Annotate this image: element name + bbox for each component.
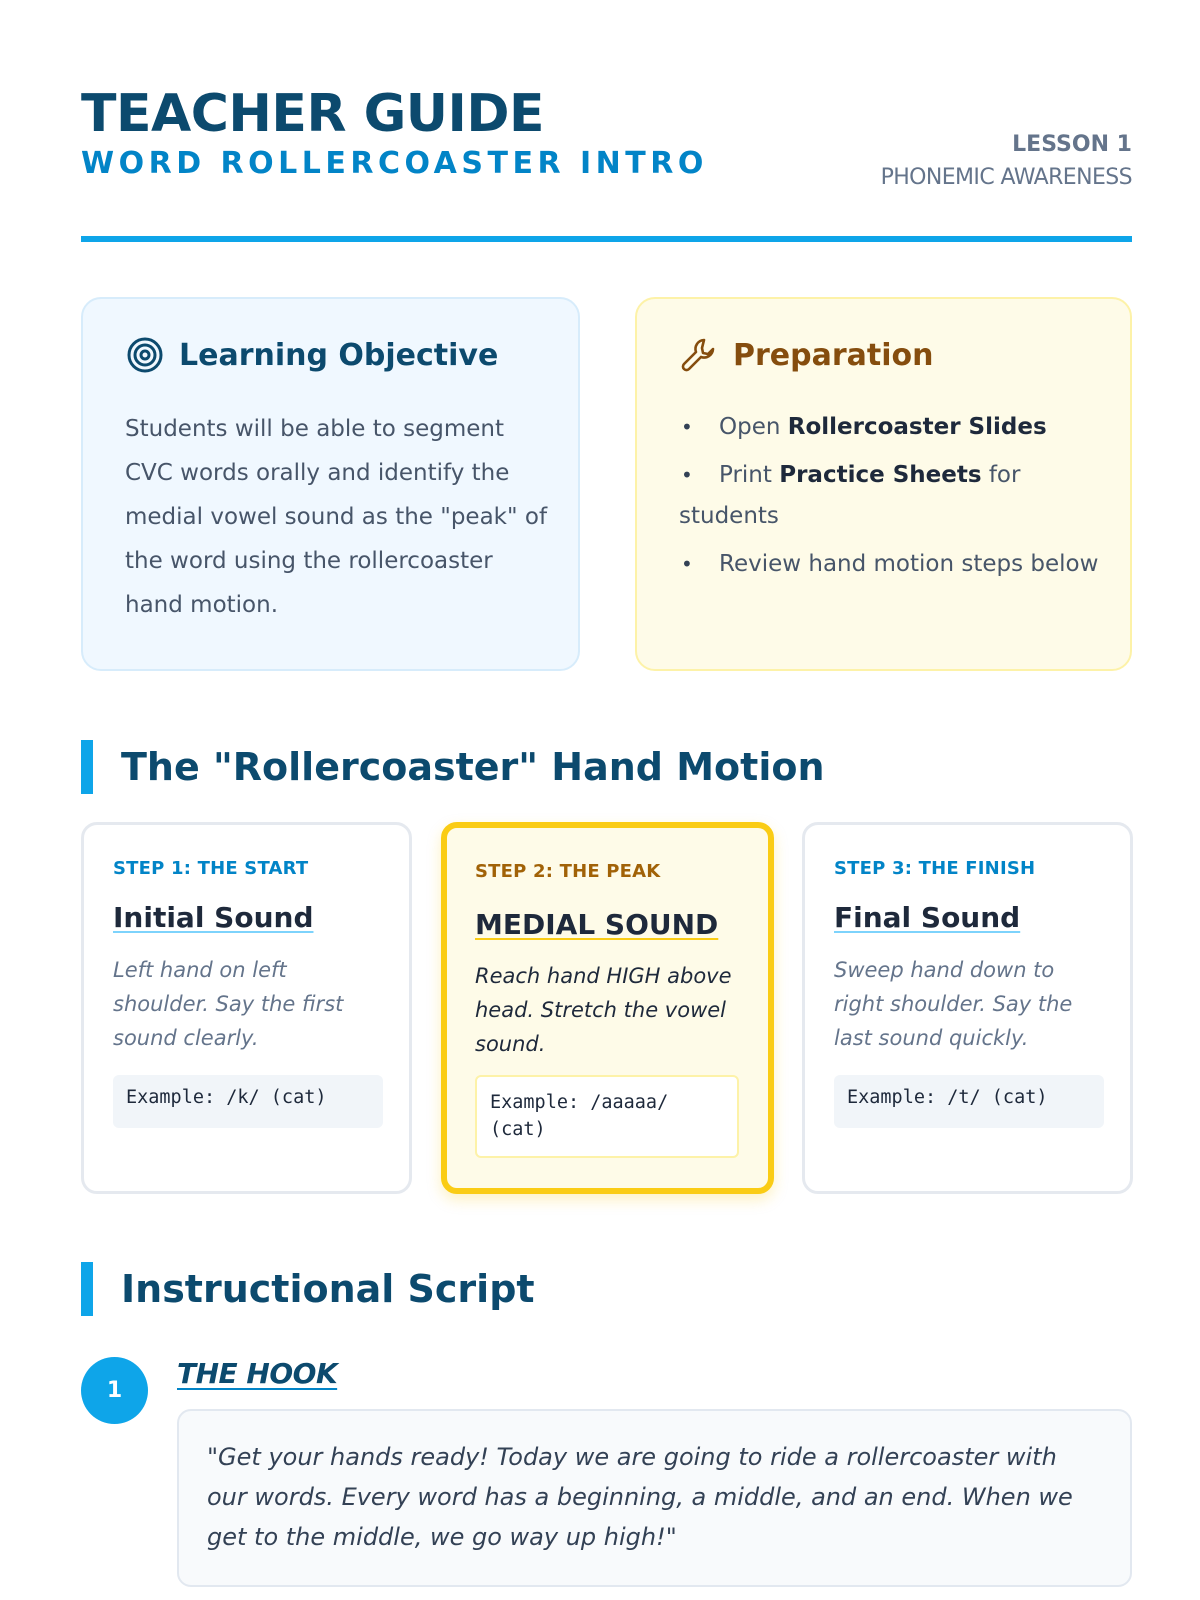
learning-objective-card	[81, 297, 580, 671]
header-divider	[81, 236, 1132, 242]
page-title: TEACHER GUIDE	[81, 84, 545, 144]
preparation-header	[679, 335, 933, 375]
target-icon	[125, 335, 165, 375]
lesson-meta	[881, 128, 1132, 194]
lesson-topic: PHONEMIC AWARENESS	[880, 165, 1132, 190]
step-number-badge: 1	[81, 1357, 148, 1424]
page-subtitle: WORD ROLLERCOASTER INTRO	[81, 146, 708, 181]
script-item-title: THE HOOK	[177, 1357, 338, 1390]
instructional-script-heading	[81, 1262, 535, 1316]
step-name: Initial Sound	[113, 901, 314, 934]
section-accent-bar	[81, 1262, 93, 1316]
step-card-peak	[441, 822, 774, 1194]
step-label: STEP 3: THE FINISH	[834, 858, 1036, 879]
step-description: Sweep hand down to right shoulder. Say the last sound quickly.	[834, 958, 1073, 1050]
preparation-list	[679, 407, 1099, 592]
hand-motion-title: The "Rollercoaster" Hand Motion	[121, 745, 825, 789]
learning-objective-title: Learning Objective	[179, 337, 499, 373]
step-example: Example: /k/ (cat)	[113, 1075, 383, 1128]
lesson-number: LESSON 1	[1012, 132, 1132, 157]
step-card-finish	[802, 822, 1133, 1194]
step-label: STEP 1: THE START	[113, 858, 309, 879]
preparation-card	[635, 297, 1132, 671]
step-example: Example: /aaaaa/ (cat)	[475, 1075, 739, 1158]
page-header	[81, 84, 1132, 244]
step-card-start	[81, 822, 412, 1194]
section-accent-bar	[81, 740, 93, 794]
list-item: • Review hand motion steps below	[679, 544, 1099, 585]
preparation-title: Preparation	[733, 337, 934, 373]
learning-objective-header	[125, 335, 498, 375]
learning-objective-text: Students will be able to segment CVC words orally and identify the medial vowel sound as the "peak" of the word using the rollercoaster hand motion.	[125, 416, 548, 618]
step-description: Reach hand HIGH above head. Stretch the vowel sound.	[475, 964, 732, 1056]
script-quote: "Get your hands ready! Today we are going to ride a rollercoaster with our words. Every word has a beginning, a middle, and an end. When we get to the middle, we go way up high!"	[177, 1409, 1132, 1587]
step-name: MEDIAL SOUND	[475, 908, 719, 941]
hand-motion-heading	[81, 740, 825, 794]
step-description: Left hand on left shoulder. Say the first sound clearly.	[113, 958, 344, 1050]
step-example: Example: /t/ (cat)	[834, 1075, 1104, 1128]
step-name: Final Sound	[834, 901, 1021, 934]
wrench-icon	[679, 335, 719, 375]
instructional-script-title: Instructional Script	[121, 1267, 535, 1311]
list-item: • Open Rollercoaster Slides	[679, 407, 1099, 448]
list-item: • Print Practice Sheets for students	[679, 455, 1099, 537]
step-label: STEP 2: THE PEAK	[475, 861, 661, 882]
